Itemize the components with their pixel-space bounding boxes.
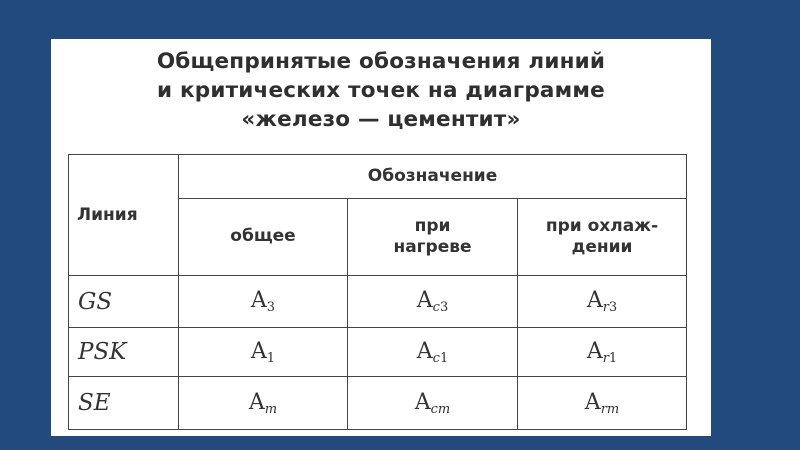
- title-line-3: «железо — цементит»: [241, 107, 521, 132]
- designations-table: [68, 154, 687, 430]
- title-line-1: Общепринятые обозначения линий: [156, 49, 606, 74]
- slide-card: [51, 39, 711, 436]
- subheader-heating-line1: при: [414, 215, 451, 236]
- subheader-heating: [348, 198, 518, 276]
- table-row: [69, 377, 687, 430]
- line-name: PSK: [69, 328, 179, 377]
- symbol-heating: $A_{cm}$: [348, 377, 518, 430]
- symbol-cooling: $A_{rm}$: [518, 377, 687, 430]
- subheader-cooling-line2: дении: [571, 236, 633, 257]
- header-line: Линия: [69, 155, 179, 276]
- symbol-heating: $A_{c1}$: [348, 328, 518, 377]
- line-name: SE: [69, 377, 179, 430]
- line-name: GS: [69, 276, 179, 328]
- slide-title: [51, 47, 711, 134]
- symbol-general: $A_3$: [179, 276, 348, 328]
- subheader-general: общее: [179, 198, 348, 276]
- subheader-cooling: [518, 198, 687, 276]
- symbol-general: $A_m$: [179, 377, 348, 430]
- symbol-cooling: $A_{r1}$: [518, 328, 687, 377]
- symbol-heating: $A_{c3}$: [348, 276, 518, 328]
- symbol-general: $A_1$: [179, 328, 348, 377]
- subheader-heating-line2: нагреве: [393, 236, 472, 257]
- table-row: [69, 276, 687, 328]
- header-designation: Обозначение: [179, 155, 687, 199]
- symbol-cooling: $A_{r3}$: [518, 276, 687, 328]
- table-row: [69, 328, 687, 377]
- subheader-cooling-line1: при охлаж-: [545, 215, 659, 236]
- title-line-2: и критических точек на диаграмме: [157, 78, 605, 103]
